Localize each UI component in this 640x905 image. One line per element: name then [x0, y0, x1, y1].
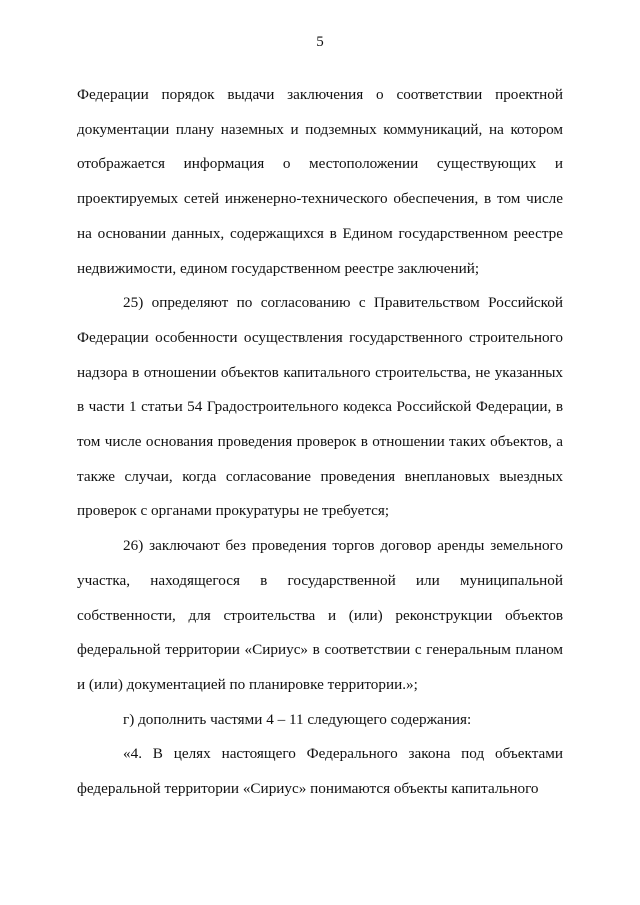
paragraph-continuation: Федерации порядок выдачи заключения о соответствии проектной документации плану наземных и подземных коммуникаций, на котором отображается информация о местоположении существующих и проектируемых сетей инженерно-технического обеспечения, в том числе на основании данных, содержащихся в Едином государственном реестре недвижимости, едином государственном реестре заключений;	[77, 86, 563, 277]
paragraph-item-26: 26) заключают без проведения торгов договор аренды земельного участка, находящегося в государственной или муниципальной собственности, для строительства и (или) реконструкции объектов федеральной территории «Сириус» в соответствии с генеральным планом и (или) документацией по планировке территории.»;	[77, 537, 563, 693]
page-number: 5	[316, 34, 324, 50]
paragraph-item-25: 25) определяют по согласованию с Правительством Российской Федерации особенности осуществления государственного строительного надзора в отношении объектов капитального строительства, не указанных в части 1 статьи 54 Градостроительного кодекса Российской Федерации, в том числе основания проведения проверок в отношении таких объектов, а также случаи, когда согласование проведения внеплановых выездных проверок с органами прокуратуры не требуется;	[77, 294, 563, 520]
document-body	[77, 78, 563, 807]
paragraph-subitem-g: г) дополнить частями 4 – 11 следующего содержания:	[123, 710, 472, 728]
paragraph-part-4: «4. В целях настоящего Федерального закона под объектами федеральной территории «Сириус» понимаются объекты капитального	[77, 745, 563, 798]
